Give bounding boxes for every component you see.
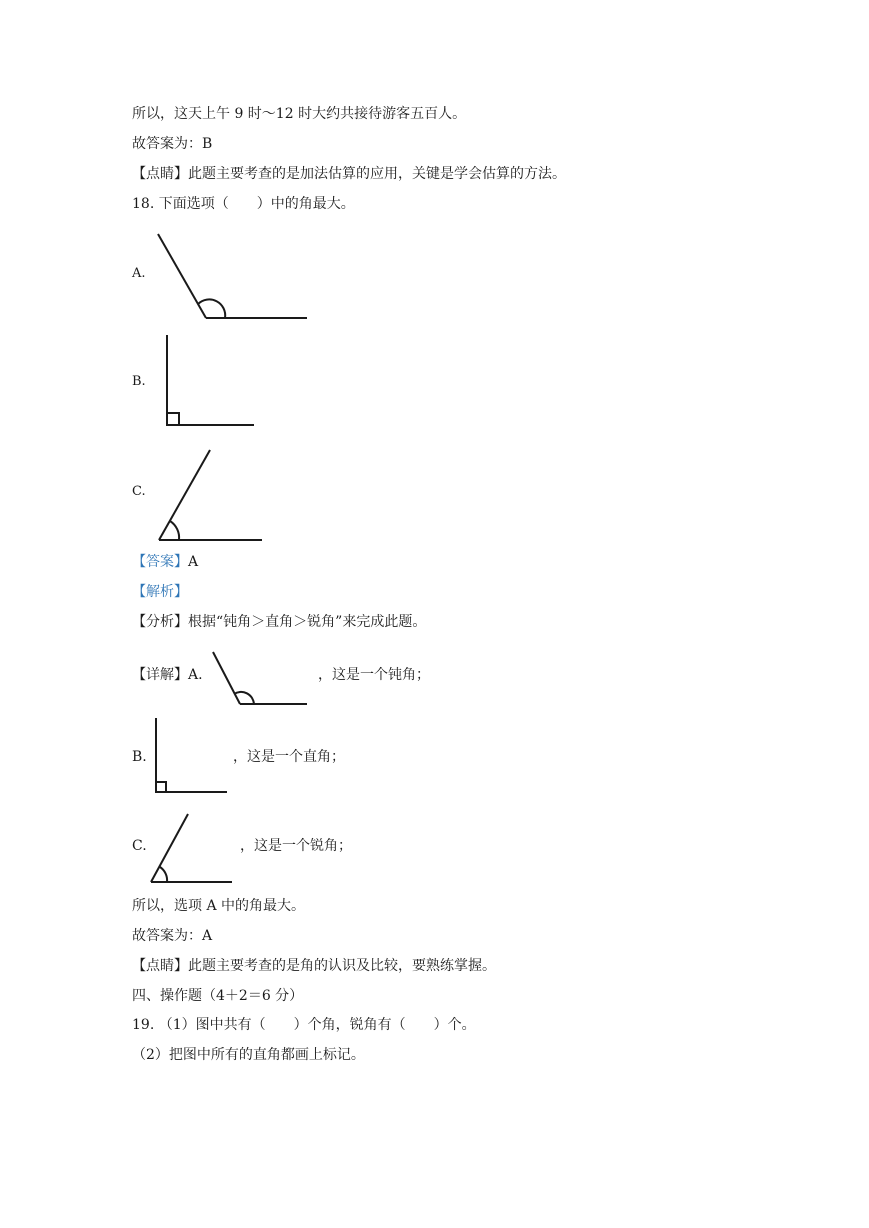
tip-line-1: 【点睛】此题主要考查的是加法估算的应用，关键是学会估算的方法。 bbox=[132, 166, 566, 182]
answer-line bbox=[132, 553, 198, 571]
detail-a-label: A. bbox=[188, 667, 203, 683]
question-19-part-2: （2）把图中所有的直角都画上标记。 bbox=[132, 1047, 365, 1063]
question-18: 18. 下面选项（ ）中的角最大。 bbox=[132, 196, 355, 212]
conclusion-line-1: 所以，这天上午 9 时～12 时大约共接待游客五百人。 bbox=[132, 106, 467, 122]
answer-line-2: 故答案为：A bbox=[132, 928, 213, 944]
option-a-label: A. bbox=[132, 266, 146, 281]
acute-angle-figure bbox=[150, 445, 270, 545]
question-19: 19. （1）图中共有（ ）个角，锐角有（ ）个。 bbox=[132, 1017, 476, 1033]
section-heading: 四、操作题（4＋2＝6 分） bbox=[132, 988, 304, 1004]
detail-b-label: B. bbox=[132, 749, 147, 765]
detail-b-text: ，这是一个直角； bbox=[233, 749, 345, 765]
detail-c-text: ，这是一个锐角； bbox=[240, 838, 352, 854]
answer-tag: 【答案】 bbox=[132, 554, 188, 570]
detail-a-line bbox=[132, 666, 203, 684]
option-b-label: B. bbox=[132, 374, 146, 389]
analysis-tag: 【解析】 bbox=[132, 584, 188, 600]
right-angle-figure bbox=[160, 333, 260, 430]
conclusion-line-2: 所以，选项 A 中的角最大。 bbox=[132, 898, 306, 914]
tip-line-2: 【点睛】此题主要考查的是角的认识及比较，要熟练掌握。 bbox=[132, 958, 496, 974]
answer-line-1: 故答案为：B bbox=[132, 136, 213, 152]
answer-value: A bbox=[188, 554, 199, 570]
detail-right-angle-figure bbox=[150, 716, 232, 798]
detail-acute-angle-figure bbox=[145, 811, 237, 888]
detail-c-label: C. bbox=[132, 838, 147, 854]
detail-tag: 【详解】 bbox=[132, 667, 188, 683]
detail-a-text: ，这是一个钝角； bbox=[318, 667, 430, 683]
option-c-label: C. bbox=[132, 484, 146, 499]
analysis-line: 【分析】根据“钝角＞直角＞锐角”来完成此题。 bbox=[132, 614, 427, 630]
obtuse-angle-figure bbox=[150, 225, 315, 325]
detail-obtuse-angle-figure bbox=[208, 648, 313, 710]
